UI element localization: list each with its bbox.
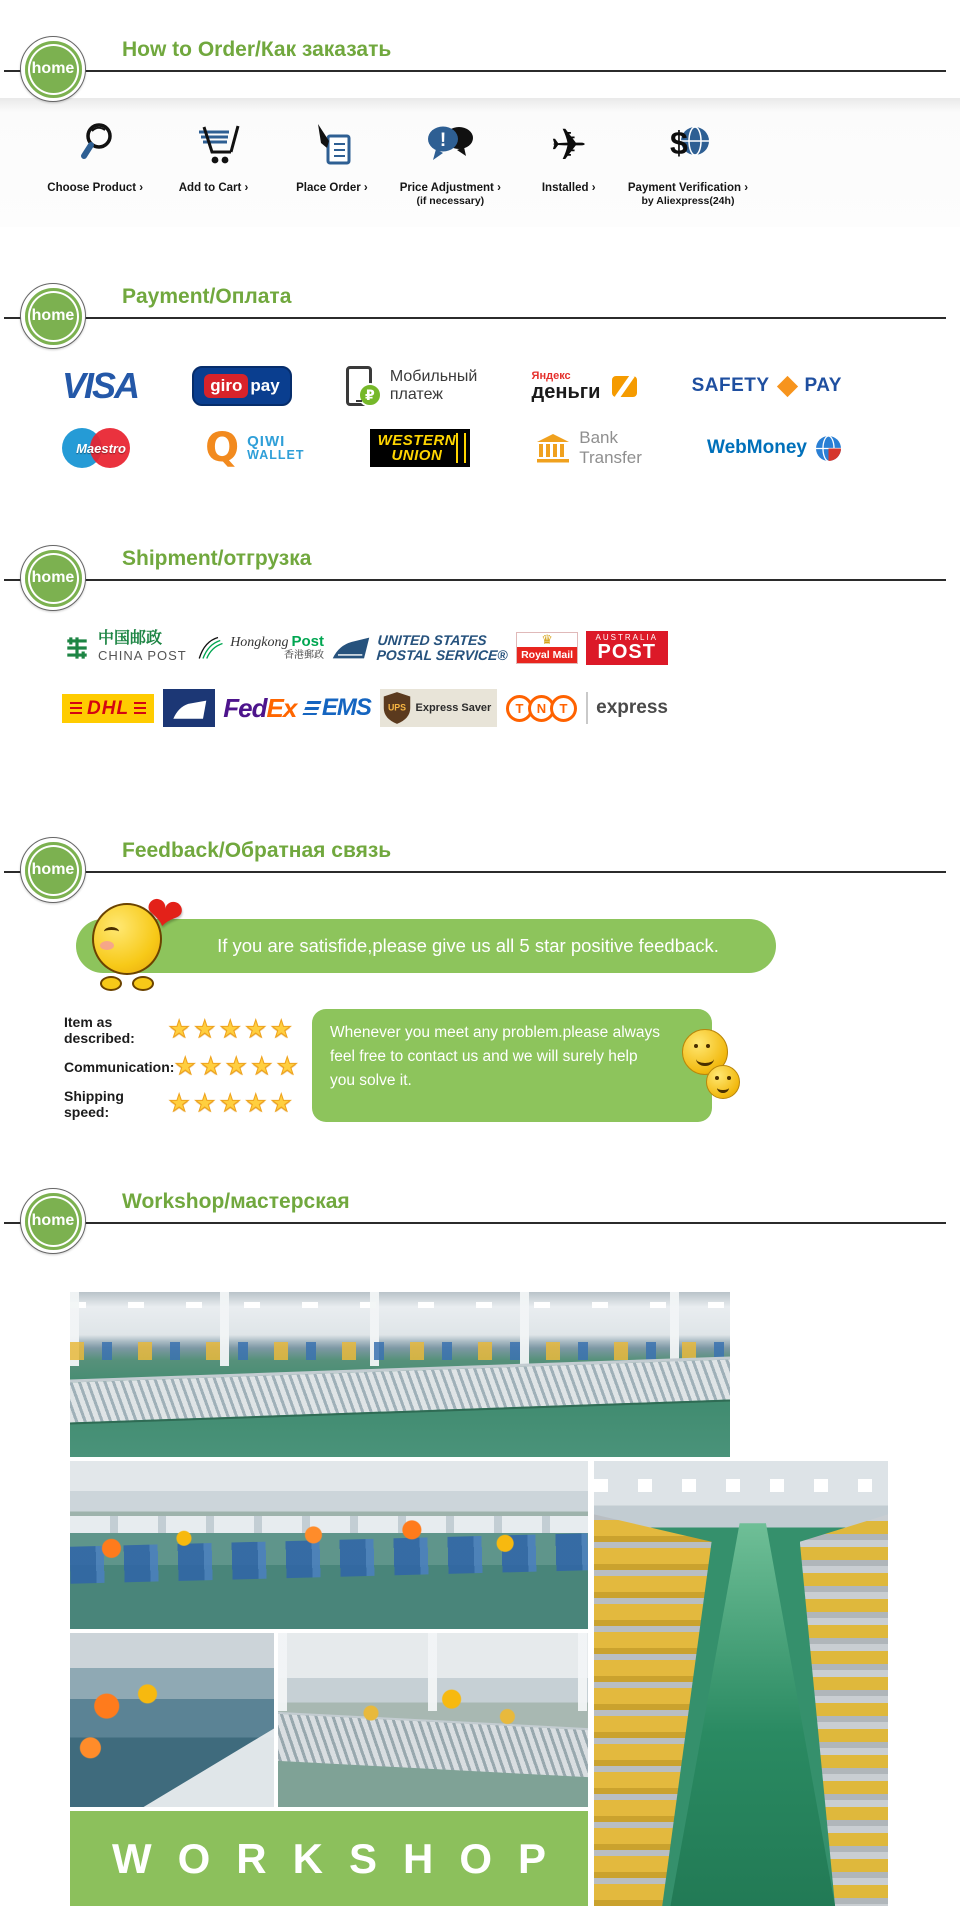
step-sublabel: (if necessary) xyxy=(416,195,485,207)
section-payment xyxy=(0,273,960,477)
globe-payment-icon xyxy=(662,122,714,168)
home-badge-label: home xyxy=(31,569,75,586)
shipping-logo-usps: UNITED STATES POSTAL SERVICE® xyxy=(331,633,508,664)
smiley-hand xyxy=(100,976,122,991)
usps-eagle-icon xyxy=(169,694,209,722)
workshop-photo-warehouse-aisle xyxy=(594,1461,888,1906)
order-steps-strip xyxy=(0,98,960,227)
header-divider-line xyxy=(4,70,946,72)
step-label: Price Adjustment › xyxy=(399,182,501,194)
payment-logo-yandex-money: Яндекс деньги xyxy=(532,371,638,402)
support-message-bubble xyxy=(312,1009,712,1122)
home-badge-circle xyxy=(25,288,82,345)
chat-bubbles-icon xyxy=(422,122,478,168)
shipping-logo-fedex: FedEx xyxy=(223,692,297,723)
diamond-icon xyxy=(776,375,797,396)
five-stars-icon: ★★★★★ xyxy=(174,1053,303,1080)
stock-bins xyxy=(70,1342,730,1360)
workshop-photo-packing-line xyxy=(70,1461,588,1629)
home-badge[interactable] xyxy=(20,1188,86,1254)
step-label: Installed › xyxy=(541,182,596,194)
shipping-logo-ups: UPS Express Saver xyxy=(380,689,498,727)
shipping-logo-ems: EMS xyxy=(305,694,371,722)
bank-icon xyxy=(535,433,571,463)
step-choose-product xyxy=(36,116,154,207)
heart-icon: ❤ xyxy=(141,885,189,943)
usps-eagle-icon xyxy=(331,633,371,663)
home-badge-label: home xyxy=(31,307,75,324)
header-divider-line xyxy=(4,871,946,873)
section-header xyxy=(0,535,960,615)
section-header xyxy=(0,1178,960,1258)
rating-row-shipping-speed: Shipping speed: ★★★★★ xyxy=(64,1087,296,1120)
section-header xyxy=(0,26,960,106)
workshop-caption-bar xyxy=(70,1811,588,1906)
shipping-logo-dhl: DHL xyxy=(62,694,154,723)
home-badge-circle xyxy=(25,550,82,607)
section-shipment xyxy=(0,535,960,735)
five-stars-icon: ★★★★★ xyxy=(168,1016,296,1043)
home-badge[interactable] xyxy=(20,545,86,611)
smiley-eye xyxy=(104,927,119,936)
step-label: Place Order › xyxy=(296,182,368,194)
crown-icon: ♛ xyxy=(541,632,553,647)
section-title: Workshop/мастерская xyxy=(122,1190,350,1213)
section-feedback xyxy=(0,827,960,1122)
payment-logo-bank-transfer: Bank Transfer xyxy=(535,428,642,467)
home-badge[interactable] xyxy=(20,837,86,903)
smiley-icon xyxy=(706,1065,740,1099)
home-badge-label: home xyxy=(31,60,75,77)
step-price-adjustment xyxy=(391,116,509,207)
payment-logo-western-union: WESTERN UNION xyxy=(370,429,471,467)
step-label: Choose Product › xyxy=(47,182,144,194)
home-badge-circle xyxy=(25,41,82,98)
home-badge-circle xyxy=(25,1193,82,1250)
step-place-order xyxy=(273,116,391,207)
ems-stripes-icon xyxy=(302,701,321,715)
phone-icon xyxy=(346,366,375,406)
workshop-photo-collage xyxy=(70,1292,888,1906)
payment-logo-maestro: Maestro xyxy=(62,425,140,471)
shipping-logos-row-1 xyxy=(62,621,668,675)
svg-text:!: ! xyxy=(440,130,447,151)
header-divider-line xyxy=(4,317,946,319)
header-divider-line xyxy=(4,579,946,581)
shipping-logo-australia-post: AUSTRALIA POST xyxy=(586,631,668,665)
smiley-hand xyxy=(132,976,154,991)
section-title: Feedback/Обратная связь xyxy=(122,839,392,862)
rating-row-communication: Communication: ★★★★★ xyxy=(64,1053,303,1080)
home-badge[interactable] xyxy=(20,36,86,102)
step-label: Add to Cart › xyxy=(178,182,249,194)
page-title: How to Order/Как заказать xyxy=(122,38,392,61)
smiley-blush xyxy=(100,941,114,950)
payment-logo-visa: VISA xyxy=(62,365,139,406)
feedback-banner xyxy=(76,885,776,975)
home-badge-label: home xyxy=(31,1212,75,1229)
ruble-icon: ₽ xyxy=(358,383,382,407)
magnifier-icon xyxy=(71,120,119,168)
shipping-logo-usps-mark xyxy=(163,689,215,727)
feedback-ratings-area xyxy=(64,1009,724,1122)
payment-logo-safetypay: SAFETY PAY xyxy=(691,375,842,396)
ceiling-lights xyxy=(594,1479,888,1492)
workshop-photo-conveyor xyxy=(278,1633,588,1807)
svg-text:UPS: UPS xyxy=(387,702,406,713)
shipping-logo-hongkong-post: Hongkong Post 香港郵政 xyxy=(194,633,324,663)
section-title: Payment/Оплата xyxy=(122,285,292,308)
webmoney-globe-icon xyxy=(815,435,842,462)
support-message-text: Whenever you meet any problem.please always feel free to contact us and we will surely help you solve it. xyxy=(330,1024,660,1090)
shipping-logo-royal-mail: ♛ Royal Mail xyxy=(516,632,578,664)
step-sublabel: by Aliexpress(24h) xyxy=(641,195,735,207)
step-label: Payment Verification › xyxy=(627,182,749,194)
payment-logo-qiwi: Q QIWI WALLET xyxy=(205,425,305,471)
workers-vests xyxy=(278,1633,588,1807)
section-workshop xyxy=(0,1178,960,1906)
five-stars-icon: ★★★★★ xyxy=(168,1090,296,1117)
workshop-caption: WORKSHOP xyxy=(112,1834,572,1882)
shipping-logo-china-post: 中国邮政 CHINA POST xyxy=(62,631,187,665)
dhl-stripes-icon xyxy=(70,702,82,714)
section-how-to-order xyxy=(0,26,960,227)
workshop-photo-workers xyxy=(70,1633,274,1807)
step-add-to-cart xyxy=(154,116,272,207)
kiss-smiley-icon xyxy=(92,885,189,991)
qiwi-icon: Q xyxy=(205,425,240,471)
payment-logos-row-1 xyxy=(62,357,842,415)
payment-logo-mobile-payment: ₽ Мобильный платеж xyxy=(346,366,477,406)
shipping-logo-express: express xyxy=(596,697,668,718)
china-post-emblem-icon xyxy=(62,633,92,663)
pen-order-icon xyxy=(308,120,356,168)
svg-text:$: $ xyxy=(669,125,688,161)
ups-shield-icon xyxy=(382,691,412,725)
payment-logo-giropay: giro pay xyxy=(192,366,291,406)
workers-vests xyxy=(70,1461,588,1629)
section-title: Shipment/отгрузка xyxy=(122,547,312,570)
step-installed xyxy=(510,116,628,207)
rating-list xyxy=(64,1009,303,1122)
hongkong-post-swoosh-icon xyxy=(194,633,224,663)
shipping-logo-tnt: T N T xyxy=(506,695,577,722)
dhl-stripes-icon xyxy=(134,702,146,714)
airplane-icon: ✈ xyxy=(550,121,588,170)
home-badge-circle xyxy=(25,842,82,899)
home-badge-label: home xyxy=(31,861,75,878)
wallet-icon xyxy=(612,376,637,397)
header-divider-line xyxy=(4,1222,946,1224)
shipping-logos-row-2 xyxy=(62,681,668,735)
cart-icon xyxy=(187,120,241,168)
home-badge[interactable] xyxy=(20,283,86,349)
divider xyxy=(586,692,588,724)
feedback-banner-text: If you are satisfide,please give us all 5 star positive feedback. xyxy=(76,919,776,973)
payment-logo-webmoney: WebMoney xyxy=(707,435,842,462)
workshop-photo-factory-overview xyxy=(70,1292,730,1457)
rating-row-item-as-described: Item as described: ★★★★★ xyxy=(64,1013,296,1046)
section-header xyxy=(0,273,960,353)
payment-logos-row-2 xyxy=(62,419,842,477)
step-payment-verification xyxy=(628,116,748,207)
